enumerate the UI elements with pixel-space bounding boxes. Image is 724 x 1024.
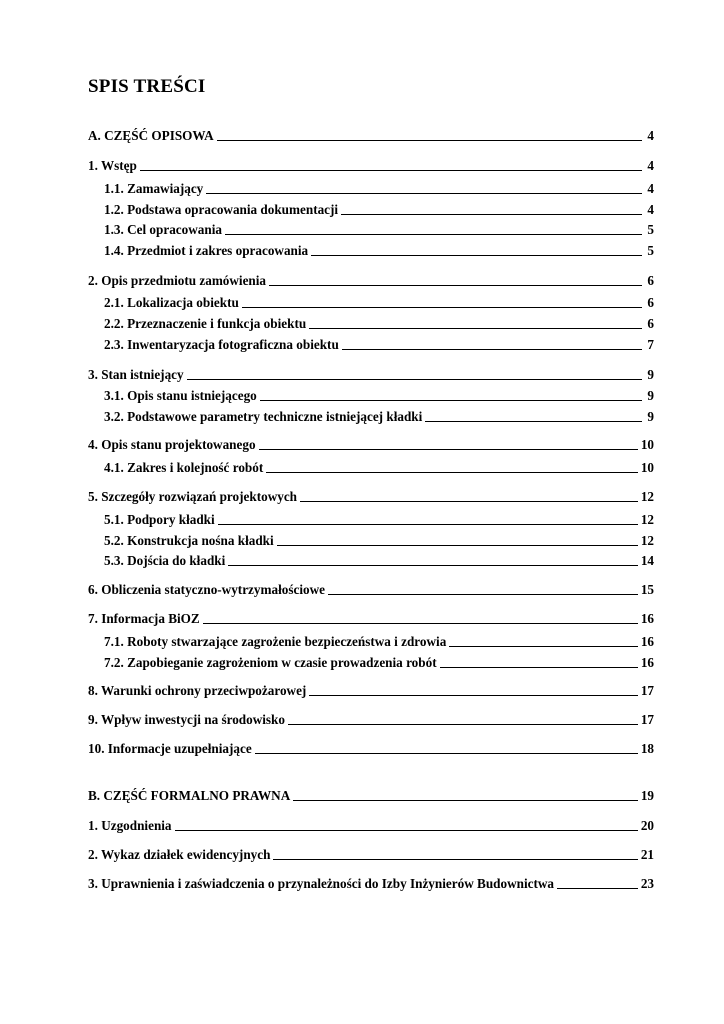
toc-entry[interactable] <box>88 273 654 289</box>
toc-entry-label: 4. Opis stanu projektowanego <box>88 437 256 452</box>
toc-leader-line <box>175 829 638 831</box>
toc-entry-label: 1.1. Zamawiający <box>104 181 204 196</box>
toc-entry-label: 1.2. Podstawa opracowania dokumentacji <box>104 202 339 217</box>
toc-page-number: 5 <box>647 222 654 237</box>
toc-entry-label: 2.3. Inwentaryzacja fotograficzna obiektu <box>104 337 339 352</box>
toc-entry-label: 5. Szczegóły rozwiązań projektowych <box>88 489 298 504</box>
toc-leader-line <box>309 327 642 329</box>
toc-page-number: 14 <box>640 553 654 568</box>
toc-page-number: 20 <box>640 818 654 833</box>
toc-entry[interactable] <box>104 337 654 353</box>
toc-page-number: 10 <box>640 460 654 475</box>
toc-entry[interactable] <box>104 388 654 404</box>
toc-entry[interactable] <box>88 876 654 892</box>
toc-leader-line <box>242 306 642 308</box>
toc-page-number: 4 <box>647 158 654 173</box>
toc-entry-label: 1. Uzgodnienia <box>88 818 172 833</box>
toc-entry[interactable] <box>104 460 654 476</box>
toc-entry-label: 3.2. Podstawowe parametry techniczne istniejącej kładki <box>104 409 423 424</box>
toc-entry-label: 1. Wstęp <box>88 158 137 173</box>
toc-page-number: 16 <box>640 611 654 626</box>
toc-entry-label: 1.4. Przedmiot i zakres opracowania <box>104 243 309 258</box>
toc-page-number: 12 <box>640 512 654 527</box>
toc-entry[interactable] <box>104 553 654 569</box>
toc-leader-line <box>300 500 638 502</box>
toc-entry[interactable] <box>88 489 654 505</box>
toc-entry-label: 7.1. Roboty stwarzające zagrożenie bezpieczeństwa i zdrowia <box>104 634 447 649</box>
toc-entry-label: 6. Obliczenia statyczno-wytrzymałościowe <box>88 582 325 597</box>
toc-page-number: 16 <box>640 655 654 670</box>
toc-leader-line <box>218 523 638 525</box>
toc-leader-line <box>140 169 642 171</box>
toc-page-number: 19 <box>640 788 654 803</box>
toc-leader-line <box>288 723 638 725</box>
toc-entry[interactable] <box>88 847 654 863</box>
toc-entry[interactable] <box>88 437 654 453</box>
toc-entry-label: 3. Uprawnienia i zaświadczenia o przynależności do Izby Inżynierów Budownictwa <box>88 876 554 891</box>
toc-page-number: 17 <box>640 683 654 698</box>
toc-page-number: 17 <box>640 712 654 727</box>
toc-leader-line <box>328 593 638 595</box>
toc-leader-line <box>309 694 637 696</box>
toc-entry-label: 2. Wykaz działek ewidencyjnych <box>88 847 271 862</box>
toc-page-number: 4 <box>647 202 654 217</box>
toc-leader-line <box>255 752 638 754</box>
toc-entry[interactable] <box>88 818 654 834</box>
toc-page-number: 15 <box>640 582 654 597</box>
toc-entry-label: 10. Informacje uzupełniające <box>88 741 252 756</box>
toc-entry[interactable] <box>104 533 654 549</box>
toc-entry-label: 2.1. Lokalizacja obiektu <box>104 295 239 310</box>
toc-page-number: 7 <box>647 337 654 352</box>
toc-entry-label: 7.2. Zapobieganie zagrożeniom w czasie prowadzenia robót <box>104 655 437 670</box>
toc-entry[interactable] <box>88 367 654 383</box>
toc-page-number: 18 <box>640 741 654 756</box>
toc-leader-line <box>269 284 642 286</box>
toc-entry-label: 5.2. Konstrukcja nośna kładki <box>104 533 274 548</box>
toc-entry-label: 9. Wpływ inwestycji na środowisko <box>88 712 285 727</box>
toc-page-number: 10 <box>640 437 654 452</box>
toc-page-number: 9 <box>647 388 654 403</box>
toc-entry[interactable] <box>88 788 654 804</box>
toc-leader-line <box>203 622 638 624</box>
toc-leader-line <box>266 471 638 473</box>
toc-page-number: 6 <box>647 273 654 288</box>
toc-entry-label: 5.3. Dojścia do kładki <box>104 553 226 568</box>
toc-entry[interactable] <box>88 128 654 144</box>
toc-entry[interactable] <box>88 158 654 174</box>
toc-entry[interactable] <box>104 243 654 259</box>
toc-leader-line <box>187 378 642 380</box>
toc-page-number: 23 <box>640 876 654 891</box>
toc-leader-line <box>293 799 638 801</box>
toc-page-number: 5 <box>647 243 654 258</box>
toc-entry-label: 1.3. Cel opracowania <box>104 222 222 237</box>
toc-entry[interactable] <box>104 655 654 671</box>
toc-entry[interactable] <box>88 582 654 598</box>
toc-page-number: 21 <box>640 847 654 862</box>
toc-leader-line <box>440 666 638 668</box>
toc-leader-line <box>311 254 642 256</box>
page-title: SPIS TREŚCI <box>88 76 206 97</box>
toc-entry-label: B. CZĘŚĆ FORMALNO PRAWNA <box>88 788 291 803</box>
toc-entry[interactable] <box>104 202 654 218</box>
toc-page-number: 12 <box>640 489 654 504</box>
toc-entry[interactable] <box>88 683 654 699</box>
toc-page-number: 9 <box>647 409 654 424</box>
toc-entry[interactable] <box>104 181 654 197</box>
toc-leader-line <box>425 420 642 422</box>
toc-page-number: 12 <box>640 533 654 548</box>
toc-entry[interactable] <box>104 409 654 425</box>
toc-leader-line <box>277 544 638 546</box>
toc-leader-line <box>260 399 642 401</box>
toc-leader-line <box>342 348 642 350</box>
toc-leader-line <box>228 564 638 566</box>
toc-page-number: 6 <box>647 316 654 331</box>
toc-leader-line <box>206 192 642 194</box>
toc-entry[interactable] <box>88 741 654 757</box>
toc-entry-label: 8. Warunki ochrony przeciwpożarowej <box>88 683 307 698</box>
toc-entry[interactable] <box>88 611 654 627</box>
toc-page-number: 9 <box>647 367 654 382</box>
toc-entry[interactable] <box>104 316 654 332</box>
toc-leader-line <box>449 645 638 647</box>
toc-leader-line <box>225 233 642 235</box>
toc-entry-label: A. CZĘŚĆ OPISOWA <box>88 128 214 143</box>
toc-entry-label: 5.1. Podpory kładki <box>104 512 215 527</box>
toc-entry[interactable] <box>104 512 654 528</box>
toc-page-number: 16 <box>640 634 654 649</box>
toc-leader-line <box>557 887 638 889</box>
toc-entry-label: 4.1. Zakres i kolejność robót <box>104 460 264 475</box>
toc-entry[interactable] <box>104 295 654 311</box>
toc-leader-line <box>259 448 638 450</box>
toc-entry-label: 3.1. Opis stanu istniejącego <box>104 388 257 403</box>
toc-entry-label: 2.2. Przeznaczenie i funkcja obiektu <box>104 316 307 331</box>
toc-entry-label: 2. Opis przedmiotu zamówienia <box>88 273 267 288</box>
toc-leader-line <box>217 139 642 141</box>
toc-leader-line <box>273 858 637 860</box>
toc-leader-line <box>341 213 642 215</box>
toc-entry-label: 7. Informacja BiOZ <box>88 611 200 626</box>
toc-entry[interactable] <box>88 712 654 728</box>
toc-entry-label: 3. Stan istniejący <box>88 367 184 382</box>
toc-entry[interactable] <box>104 634 654 650</box>
toc-page-number: 4 <box>647 181 654 196</box>
toc-entry[interactable] <box>104 222 654 238</box>
toc-page-number: 4 <box>647 128 654 143</box>
toc-page-number: 6 <box>647 295 654 310</box>
